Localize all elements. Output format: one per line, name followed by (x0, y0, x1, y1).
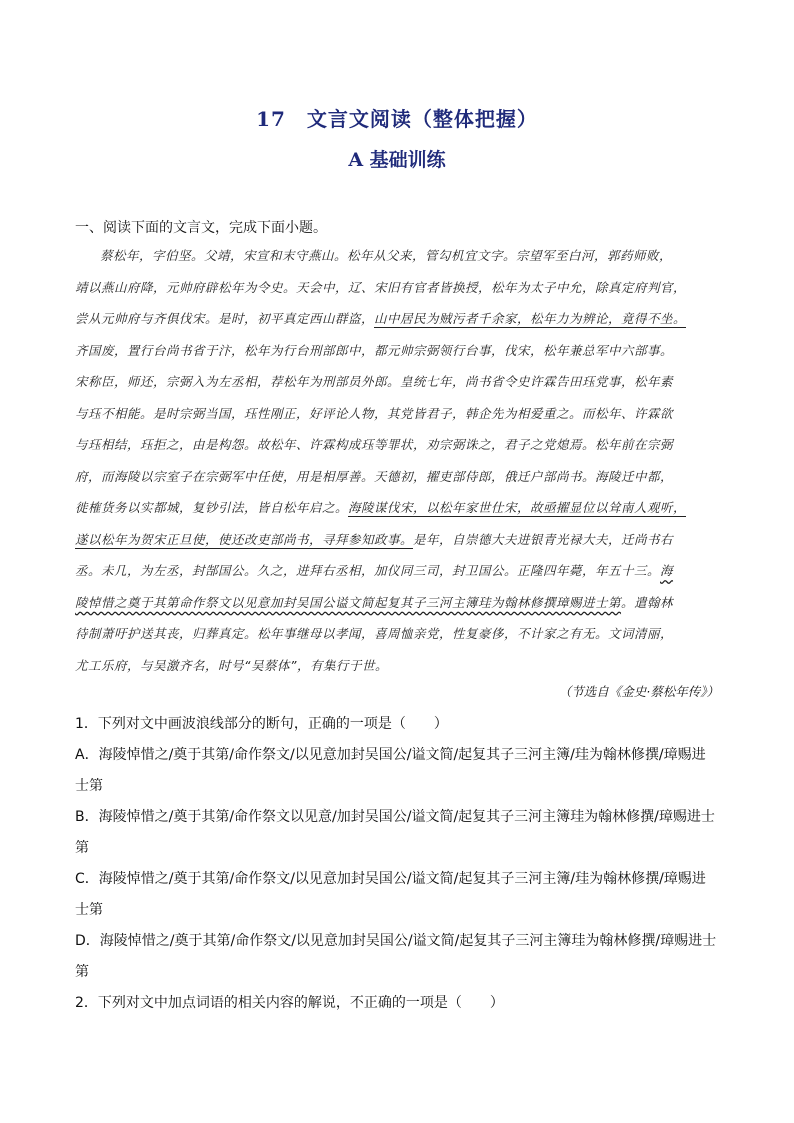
passage-line: 府，而海陵以宗室子在宗弼军中任使，用是相厚善。天德初，擢吏部侍郎，俄迁户部尚书。海陵迁中都， (75, 468, 674, 484)
option-a-cont: 士第 (75, 778, 103, 794)
option-d-cont: 第 (75, 964, 89, 980)
option-b-cont: 第 (75, 840, 89, 856)
passage-line: 陵悼惜之奠于其第命作祭文以见意加封吴国公谥文简起复其子三河主簿珪为翰林修撰璋赐进士第。遣翰林 (75, 594, 674, 610)
passage-line: 尝从元帅府与齐俱伐宋。是时，初平真定西山群盗，山中居民为贼污者千余家，松年力为辨论，竟得不坐。 (75, 311, 687, 326)
passage-line: 与珏相结，珏拒之，由是构怨。故松年、许霖构成珏等罪状，劝宗弼诛之，君子之党熄焉。松年前在宗弼 (75, 437, 674, 452)
passage-text (75, 240, 725, 681)
underlined-text: 山中居民为贼污者千余家，松年力为辨论，竟得不坐。 (374, 311, 687, 326)
option-d: D．海陵悼惜之/奠于其第/命作祭文/以见意加封吴国公/谥文简/起复其子三河主簿珪为翰林修撰/璋赐进士 (75, 933, 717, 949)
underlined-text: 海陵谋伐宋，以松年家世仕宋，故亟擢显位以耸南人观听， (348, 500, 687, 515)
passage-line: 与珏不相能。是时宗弼当国，珏性刚正，好评论人物，其党皆君子，韩企先为相爱重之。而松年、许霖欲 (75, 405, 674, 421)
wavy-underlined-text: 海 (660, 563, 674, 578)
wavy-underlined-text: 陵悼惜之奠于其第命作祭文以见意加封吴国公谥文简起复其子三河主簿珪为翰林修撰璋赐进士第 (75, 594, 622, 610)
question-1: 1．下列对文中画波浪线部分的断句，正确的一项是（ ） (75, 716, 448, 732)
passage-line: 齐国废，置行台尚书省于汴，松年为行台刑部郎中，都元帅宗弼领行台事，伐宋，松年兼总军中六部事。 (75, 342, 674, 358)
passage-line: 待制萧吁护送其丧，归葬真定。松年事继母以孝闻，喜周恤亲党，性复豪侈，不计家之有无。文词清丽， (75, 626, 674, 641)
option-c-cont: 士第 (75, 902, 103, 918)
passage-line: 靖以燕山府降，元帅府辟松年为令史。天会中，辽、宋旧有官者皆换授，松年为太子中允，除真定府判官， (75, 279, 687, 295)
passage-line: 徙榷货务以实都城，复钞引法，皆自松年启之。海陵谋伐宋，以松年家世仕宋，故亟擢显位以耸南人观听， (75, 500, 687, 515)
question-2: 2．下列对文中加点词语的相关内容的解说，不正确的一项是（ ） (75, 995, 504, 1011)
option-b: B．海陵悼惜之/奠于其第/命作祭文以见意/加封吴国公/谥文简/起复其子三河主簿珪为翰林修撰/璋赐进士 (75, 809, 715, 825)
section-instruction: 一、阅读下面的文言文，完成下面小题。 (75, 220, 327, 236)
option-c: C．海陵悼惜之/奠于其第/命作祭文/以见意加封吴国公/谥文简/起复其子三河主簿/珪为翰林修撰/璋赐进 (75, 871, 706, 887)
passage-line: 蔡松年，字伯坚。父靖，宋宣和末守燕山。松年从父来，管勾机宜文字。宗望军至白河，郭药师败， (100, 248, 673, 263)
passage-line: 尤工乐府，与吴激齐名，时号“吴蔡体”，有集行于世。 (75, 657, 388, 673)
passage-source: （节选自《金史·蔡松年传》） (558, 684, 719, 699)
page-subtitle: A 基础训练 (348, 149, 446, 171)
passage-line: 遂以松年为贺宋正旦使，使还改吏部尚书，寻拜参知政事。是年，自崇德大夫进银青光禄大夫，迁尚书右 (75, 531, 674, 547)
option-a: A．海陵悼惜之/奠于其第/命作祭文/以见意加封吴国公/谥文简/起复其子三河主簿/珪为翰林修撰/璋赐进 (75, 747, 706, 763)
passage-line: 丞。未几，为左丞，封郜国公。久之，进拜右丞相，加仪同三司，封卫国公。正隆四年薨，年五十三。海 (75, 563, 674, 578)
page-title: 17 文言文阅读（整体把握） (256, 107, 538, 131)
passage-line: 宋称臣，师还，宗弼入为左丞相，荐松年为刑部员外郎。皇统七年，尚书省令史许霖告田珏党事，松年素 (75, 374, 674, 389)
underlined-text: 遂以松年为贺宋正旦使，使还改吏部尚书，寻拜参知政事。 (75, 531, 414, 547)
